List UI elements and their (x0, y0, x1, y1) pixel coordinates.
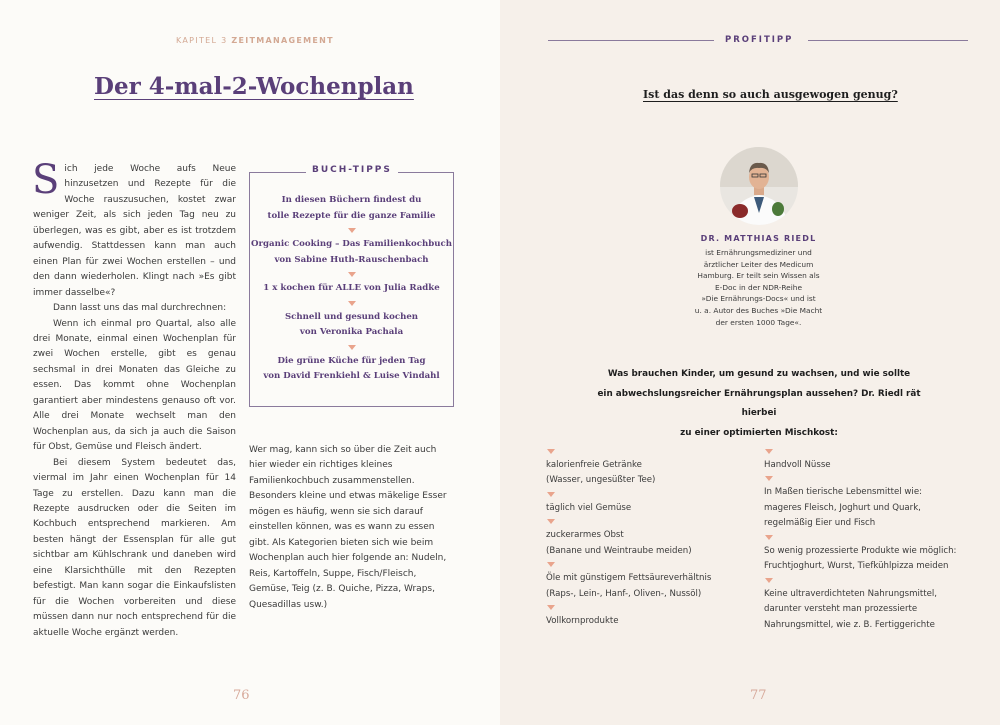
expert-bio-line: u. a. Autor des Buches »Die Macht (694, 305, 823, 315)
list-item-text: In Maßen tierische Lebensmittel wie: (764, 487, 922, 498)
advice-intro-line: Was brauchen Kinder, um gesund zu wachsen, und wie sollte (607, 369, 911, 379)
book-tips-header: BUCH-TIPPS (306, 165, 398, 175)
list-item (764, 578, 994, 633)
expert-bio-line: ist Ernährungsmediziner und (705, 248, 812, 257)
divider-line-left (548, 40, 714, 41)
list-item-text: (Banane und Weintraube meiden) (546, 545, 692, 556)
body-column-1 (32, 157, 236, 641)
advice-intro (585, 365, 933, 443)
dropcap-letter: S (32, 157, 60, 203)
list-item-text: kalorienfreie Getränke (546, 460, 642, 470)
expert-name: DR. MATTHIAS RIEDL (700, 234, 817, 243)
triangle-bullet-icon (547, 449, 555, 454)
book-tip-1-title: Organic Cooking – Das Familienkochbuch (251, 239, 452, 249)
section-question: Ist das denn so auch ausgewogen genug? (643, 88, 898, 101)
chapter-header (176, 36, 334, 45)
page-number-left: 76 (233, 688, 250, 703)
triangle-bullet-icon (348, 301, 356, 306)
paragraph-2: Dann lasst uns das mal durchrechnen: (53, 303, 227, 314)
triangle-bullet-icon (765, 535, 773, 540)
book-tip-1-author: von Sabine Huth-Rauschenbach (274, 254, 429, 265)
triangle-bullet-icon (765, 578, 773, 583)
paragraph-3: Wenn ich einmal pro Quartal, also alle drei Monate, einmal einen Wochenplan für zwei Wochen erstelle, gibt es genau sechsmal in drei Monaten das Gleiche zu essen. Das kommt ohne Wochenplan garantiert aber mindestens genauso oft vor. Alle drei Monate wechselt man den Wochenplan aus, da sich ja auch die Saison für Obst, Gemüse und Fleisch ändert. (33, 318, 236, 453)
triangle-bullet-icon (765, 476, 773, 481)
list-item-text: (Raps-, Lein-, Hanf-, Oliven-, Nussöl) (546, 588, 702, 599)
expert-bio-line: Hamburg. Er teilt sein Wissen als (697, 271, 820, 281)
list-item-text: zuckerarmes Obst (546, 530, 624, 541)
nutrition-list-left (546, 446, 776, 630)
chapter-name: ZEITMANAGEMENT (231, 36, 334, 45)
list-item (546, 605, 776, 629)
list-item-text: Fruchtjoghurt, Wurst, Tiefkühlpizza meiden (764, 561, 949, 572)
tips-intro-line-2: tolle Rezepte für die ganze Familie (267, 210, 436, 221)
triangle-bullet-icon (547, 519, 555, 524)
list-item (546, 519, 776, 559)
advice-intro-line: ein abwechslungsreicher Ernährungsplan aussehen? Dr. Riedl rät hierbei (597, 388, 921, 418)
triangle-bullet-icon (348, 228, 356, 233)
profitipp-label: PROFITIPP (725, 35, 794, 45)
expert-bio-line: E-Doc in der NDR-Reihe (714, 282, 803, 292)
doctor-portrait-icon (720, 147, 798, 225)
list-item-text: täglich viel Gemüse (546, 502, 632, 513)
expert-bio-line: »Die Ernährungs-Docs« und ist (701, 294, 816, 304)
book-tips-box (249, 165, 454, 407)
body-column-2 (249, 443, 454, 613)
chapter-number: KAPITEL 3 (176, 36, 228, 45)
tips-intro-line-1: In diesen Büchern findest du (281, 195, 422, 205)
divider-line-right (808, 40, 968, 41)
book-tips-content (250, 193, 453, 385)
expert-bio-line: ärztlicher Leiter des Medicum (703, 259, 814, 269)
triangle-bullet-icon (348, 272, 356, 277)
list-item-text: (Wasser, ungesüßter Tee) (546, 475, 656, 486)
triangle-bullet-icon (547, 605, 555, 610)
list-item (764, 449, 994, 473)
page-title: Der 4-mal-2-Wochenplan (94, 73, 414, 100)
list-item-text: mageres Fleisch, Joghurt und Quark, (764, 502, 921, 513)
list-item (764, 476, 994, 531)
paragraph-intro (32, 157, 236, 301)
list-item-text: Vollkornprodukte (546, 616, 619, 627)
page-number-right: 77 (750, 688, 767, 703)
list-item-text: Keine ultraverdichteten Nahrungsmittel, (764, 588, 938, 599)
expert-bio-line: der ersten 1000 Tage«. (715, 317, 802, 327)
list-item-text: Handvoll Nüsse (764, 460, 831, 470)
triangle-bullet-icon (547, 562, 555, 567)
book-tip-4-title: Die grüne Küche für jeden Tag (277, 355, 426, 366)
book-tip-3-author: von Veronika Pachala (299, 327, 404, 337)
paragraph-4: Bei diesem System bedeutet das, viermal im Jahr einen Wochenplan für 14 Tage zu erstellen. Dazu kann man die Rezepte ausdrucken oder die Seiten im Kochbuch entsprechend markieren. Am besten hängt der Essensplan für alle gut sichtbar am Kühlschrank und daneben wird eine Klarsichthülle mit den Rezepten befestigt. Man kann sogar die Einkaufslisten für die Wochen vorbereiten und diese müssen dann nur noch entsprechend für die aktuelle Woche ergänzt werden. (33, 457, 236, 638)
book-tip-4-author: von David Frenkiehl & Luise Vindahl (263, 371, 440, 381)
list-item-text: Öle mit günstigem Fettsäureverhältnis (546, 573, 712, 584)
paragraph-intro-text: ich jede Woche aufs Neue hinzusetzen und Rezepte für die Woche rauszusuchen, kostet zwar weniger Zeit, als sich jeden Tag neu zu überlegen, was es gibt, aber es ist trotzdem aufwendig. Stattdessen kann man auch einen Plan für zwei Wochen erstellen – und den dann wiederholen. Klingt nach »Es gibt immer dasselbe«? (33, 164, 236, 298)
book-tip-2-title: 1 x kochen für ALLE von Julia Radke (263, 283, 440, 293)
list-item (764, 535, 994, 575)
expert-bio (650, 247, 867, 328)
book-tip-3-title: Schnell und gesund kochen (284, 311, 419, 322)
list-item (546, 449, 776, 489)
list-item-text: Nahrungsmittel, wie z. B. Fertiggerichte (764, 619, 935, 630)
advice-intro-line: zu einer optimierten Mischkost: (680, 427, 838, 438)
list-item (546, 562, 776, 602)
triangle-bullet-icon (348, 345, 356, 350)
list-item (546, 492, 776, 516)
expert-portrait (720, 147, 798, 225)
paragraph-5: Wer mag, kann sich so über die Zeit auch hier wieder ein richtiges kleines Familienkochbuch zusammenstellen. Besonders kleine und etwas mäkelige Esser mögen es häufig, wenn sie sich darauf einstellen können, was es wann zu essen gibt. Als Kategorien bieten sich wie beim Wochenplan auch hier folgende an: Nudeln, Reis, Kartoffeln, Suppe, Fisch/Fleisch, Gemüse, Teig (z. B. Quiche, Pizza, Wraps, Quesadillas usw.) (249, 445, 447, 610)
nutrition-list-right (764, 446, 994, 633)
list-item-text: regelmäßig Eier und Fisch (764, 518, 876, 529)
triangle-bullet-icon (547, 492, 555, 497)
list-item-text: So wenig prozessierte Produkte wie möglich: (764, 545, 957, 556)
list-item-text: darunter versteht man prozessierte (764, 604, 918, 615)
triangle-bullet-icon (765, 449, 773, 454)
